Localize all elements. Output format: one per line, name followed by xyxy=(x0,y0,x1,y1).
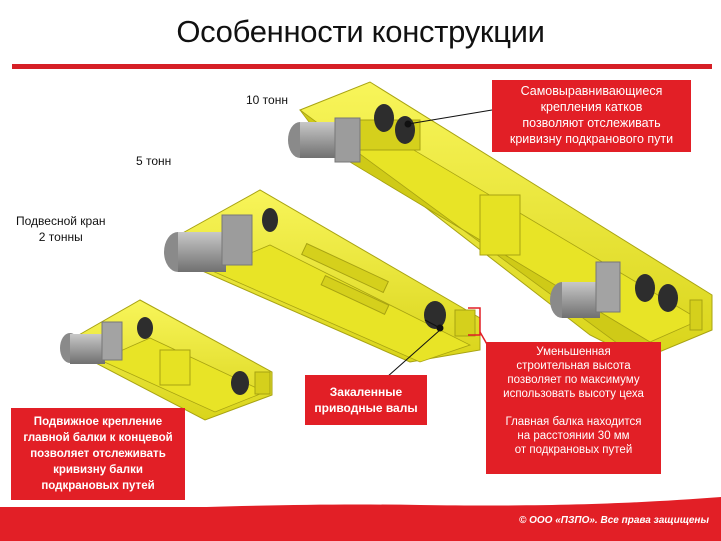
label-2-ton-line2: 2 тонны xyxy=(38,230,83,244)
callout-movable-mount xyxy=(11,408,185,500)
callout-line: главной балки к концевой xyxy=(23,432,173,444)
slide-title: Особенности конструкции xyxy=(176,14,545,49)
callout-self-aligning-mounts xyxy=(492,80,691,152)
label-5-ton: 5 тонн xyxy=(136,154,172,168)
callout-line: использовать высоту цеха xyxy=(503,388,644,400)
callout-reduced-height xyxy=(486,342,661,474)
label-10-ton: 10 тонн xyxy=(246,93,288,107)
callout-line: Подвижное крепление xyxy=(33,416,163,428)
callout-line: подкрановых путей xyxy=(41,480,155,492)
callout-line: Уменьшенная xyxy=(536,346,611,358)
callout-line: позволяет отслеживать xyxy=(30,448,166,460)
callout-line: Закаленные xyxy=(329,385,403,399)
callout-line: строительная высота xyxy=(516,360,631,372)
callout-line: Главная балка находится xyxy=(505,416,642,428)
callout-line xyxy=(486,401,661,415)
crane-2-ton xyxy=(60,300,272,420)
callout-line: позволяет по максимуму xyxy=(507,374,640,386)
callout-line: Самовыравнивающиеся xyxy=(520,84,663,98)
callout-line: позволяют отслеживать xyxy=(522,116,661,130)
callout-line: кривизну подкранового пути xyxy=(509,132,674,146)
callout-line: от подкрановых путей xyxy=(514,444,633,456)
callout-hardened-shafts xyxy=(305,375,427,425)
callout-line: приводные валы xyxy=(314,401,418,415)
callout-line: кривизну балки xyxy=(53,464,143,476)
label-2-ton-line1: Подвесной кран xyxy=(16,214,106,228)
callout-line: крепления катков xyxy=(540,100,643,114)
callout-line: на расстоянии 30 мм xyxy=(517,430,630,442)
label-2-ton xyxy=(16,213,106,245)
copyright-text: © ООО «ПЗПО». Все права защищены xyxy=(518,515,709,526)
